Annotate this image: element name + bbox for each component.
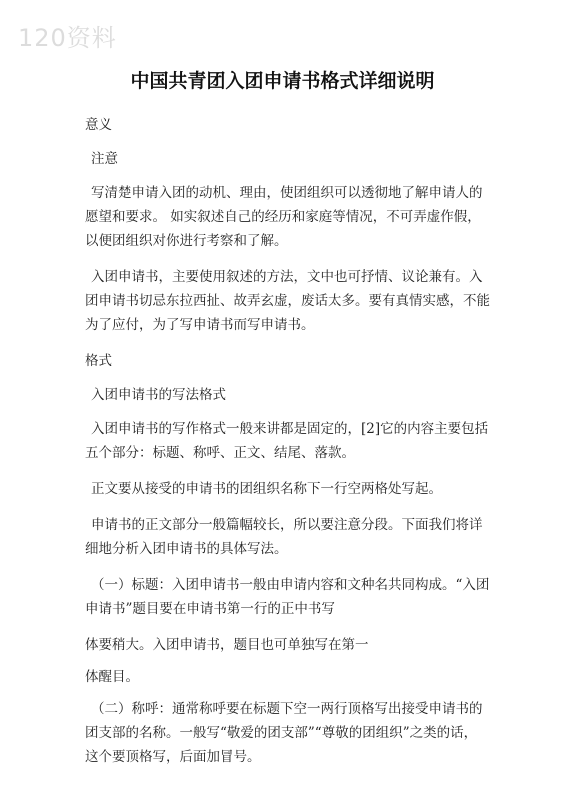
paragraph-notes-2: 入团申请书，主要使用叙述的方法，文中也可抒情、议论兼有。入团申请书切忌东拉西扯、故弄玄虚，废话太多。要有真情实感，不能为了应付，为了写申请书而写申请书。 bbox=[85, 269, 490, 333]
paragraph-salutation: （二）称呼：通常称呼要在标题下空一两行顶格写出接受申请书的团支部的名称。一般写“敬爱的团支部”“尊敬的团组织”之类的话，这个要顶格写，后面加冒号。 bbox=[85, 701, 483, 765]
section-heading-format: 格式 bbox=[85, 353, 112, 369]
paragraph-title-3: 体醒目。 bbox=[85, 669, 139, 685]
paragraph-format-2: 正文要从接受的申请书的团组织名称下一行空两格处写起。 bbox=[91, 481, 442, 497]
section-heading-significance: 意义 bbox=[85, 117, 112, 133]
paragraph-format-3: 申请书的正文部分一般篇幅较长，所以要注意分段。下面我们将详细地分析入团申请书的具体写法。 bbox=[85, 517, 483, 557]
watermark-logo: 120资料 bbox=[18, 24, 117, 52]
paragraph-format-1: 入团申请书的写作格式一般来讲都是固定的，[2]它的内容主要包括五个部分：标题、称呼、正文、结尾、落款。 bbox=[85, 421, 489, 461]
subheading-notes: 注意 bbox=[91, 151, 118, 167]
page-title: 中国共青团入团申请书格式详细说明 bbox=[130, 70, 435, 92]
subheading-format: 入团申请书的写法格式 bbox=[91, 387, 226, 403]
document-body bbox=[85, 113, 490, 781]
paragraph-title-1: （一）标题：入团申请书一般由申请内容和文种名共同构成。“入团申请书”题目要在申请书第一行的正中书写 bbox=[85, 577, 490, 617]
paragraph-notes-1: 写清楚申请入团的动机、理由，使团组织可以透彻地了解申请人的愿望和要求。 如实叙述自己的经历和家庭等情况，不可弄虚作假，以便团组织对你进行考察和了解。 bbox=[85, 185, 483, 249]
paragraph-title-2: 体要稍大。入团申请书，题目也可单独写在第一 bbox=[85, 637, 369, 653]
